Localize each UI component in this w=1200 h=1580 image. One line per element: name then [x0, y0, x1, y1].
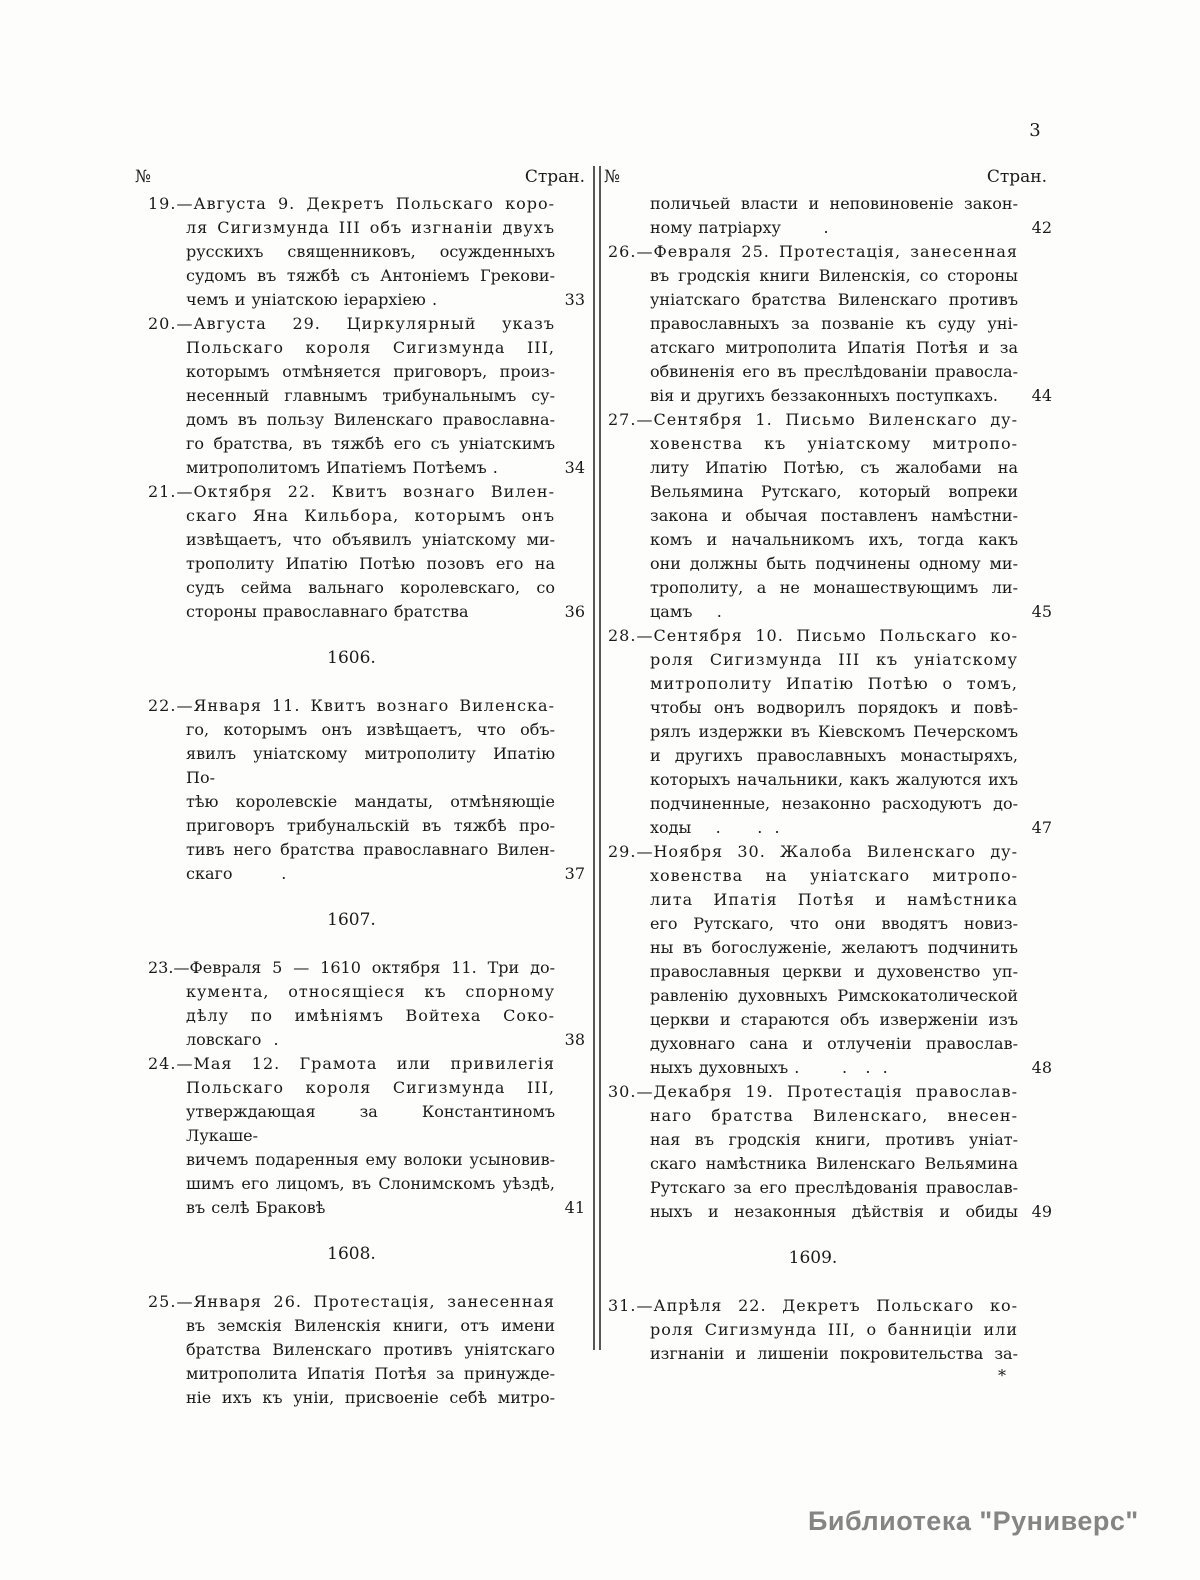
entry-line: трополиту, а не монашествующимъ ли-	[650, 578, 1018, 597]
toc-entry	[148, 694, 585, 886]
entry-line: роля Сигизмунда III къ уніатскому	[650, 650, 1018, 669]
entry-line: приговоръ трибунальскій въ тяжбѣ про-	[186, 816, 555, 835]
entry-line: ховенства на уніатскаго митропо-	[650, 866, 1018, 885]
entry-number: 29.—	[608, 842, 654, 861]
page-number: 3	[1029, 120, 1041, 141]
entry-line: го, которымъ онъ извѣщаетъ, что объ-	[186, 720, 555, 739]
entry-line: тѣю королевскіе мандаты, отмѣняющіе	[186, 792, 555, 811]
entry-line: подчиненные, незаконно расходуютъ до-	[650, 794, 1018, 813]
left-column-header-no: №	[135, 167, 152, 187]
entry-page-number: 34	[564, 458, 585, 477]
entry-line: братства Виленскаго противъ уніятскаго	[186, 1340, 555, 1359]
entry-line: 28.—Сентября 10. Письмо Польскаго ко-	[608, 626, 1018, 645]
entry-line: русскихъ священниковъ, осужденныхъ	[186, 242, 555, 261]
entry-line: обвиненія его въ преслѣдованіи правосла-	[650, 362, 1018, 381]
entry-line: православныхъ за позваніе къ суду уні-	[650, 314, 1018, 333]
entry-line: скаго .	[186, 864, 287, 883]
entry-line: цамъ .	[650, 602, 722, 621]
entry-line: митрополитомъ Ипатіемъ Потѣемъ .	[186, 458, 498, 477]
entry-line: 26.—Февраля 25. Протестація, занесенная	[608, 242, 1018, 261]
entry-line: 23.—Февраля 5 — 1610 октября 11. Три до-	[148, 958, 555, 977]
entry-page-number: 42	[1031, 218, 1052, 237]
entry-line: кумента, относящіеся къ спорному	[186, 982, 555, 1001]
entry-line: скаго Яна Кильбора, которымъ онъ	[186, 506, 555, 525]
entry-line: изгнаніи и лишеніи покровительства за-	[650, 1344, 1018, 1363]
entry-line: лита Ипатія Потѣя и намѣстника	[650, 890, 1018, 909]
entry-line: ховенства къ уніатскому митропо-	[650, 434, 1018, 453]
entry-line: чемъ и уніатскою іерархіею .	[186, 290, 438, 309]
entry-number: 26.—	[608, 242, 654, 261]
toc-entry-continuation	[608, 192, 1052, 240]
entry-page-number: 33	[564, 290, 585, 309]
footnote-asterisk: *	[998, 1366, 1006, 1385]
entry-line: 20.—Августа 29. Циркулярный указъ	[148, 314, 555, 333]
entry-line: митрополита Ипатія Потѣя за принужде-	[186, 1364, 555, 1383]
entry-number: 24.—	[148, 1054, 194, 1073]
entry-line: они должны быть подчинены одному ми-	[650, 554, 1018, 573]
entry-line: атскаго митрополита Ипатія Потѣя и за	[650, 338, 1018, 357]
entry-page-number: 37	[564, 864, 585, 883]
entry-number: 28.—	[608, 626, 654, 645]
entry-line: церкви и стараются объ изверженіи изъ	[650, 1010, 1018, 1029]
toc-entry	[148, 312, 585, 480]
entry-line: 21.—Октября 22. Квитъ вознаго Вилен-	[148, 482, 555, 501]
entry-line: ля Сигизмунда III объ изгнаніи двухъ	[186, 218, 555, 237]
left-column-header-stran: Стран.	[524, 167, 585, 187]
toc-entry	[608, 1294, 1052, 1366]
toc-entry	[148, 480, 585, 624]
entry-line: 22.—Января 11. Квитъ вознаго Виленска-	[148, 696, 555, 715]
entry-line: вичемъ подаренныя ему волоки усыновив-	[186, 1150, 555, 1169]
entry-line: трополиту Ипатію Потѣю позовъ его на	[186, 554, 555, 573]
entry-line: литу Ипатію Потѣю, съ жалобами на	[650, 458, 1018, 477]
entry-page-number: 44	[1031, 386, 1052, 405]
toc-entry	[608, 408, 1052, 624]
entry-number: 25.—	[148, 1292, 194, 1311]
toc-right-column	[608, 192, 1052, 1386]
entry-line: рялъ издержки въ Кіевскомъ Печерскомъ	[650, 722, 1018, 741]
toc-entry	[148, 1290, 585, 1410]
entry-line: равленію духовныхъ Римскокатолической	[650, 986, 1018, 1005]
entry-line: ходы . . .	[650, 818, 780, 837]
entry-line: 19.—Августа 9. Декретъ Польскаго коро-	[148, 194, 555, 213]
entry-number: 19.—	[148, 194, 194, 213]
entry-line: 29.—Ноября 30. Жалоба Виленскаго ду-	[608, 842, 1018, 861]
column-divider-rule	[593, 166, 601, 1350]
entry-line: 24.—Мая 12. Грамота или привилегія	[148, 1054, 555, 1073]
year-section-header: 1607.	[327, 910, 376, 930]
entry-page-number: 41	[564, 1198, 585, 1217]
entry-line: митрополиту Ипатію Потѣю о томъ,	[650, 674, 1018, 693]
entry-line: духовнаго сана и отлученіи православ-	[650, 1034, 1018, 1053]
entry-line: 25.—Января 26. Протестація, занесенная	[148, 1292, 555, 1311]
entry-number: 20.—	[148, 314, 194, 333]
entry-line: вія и другихъ беззаконныхъ поступкахъ.	[650, 386, 998, 405]
toc-entry	[608, 1080, 1052, 1224]
entry-line: комъ и начальникомъ ихъ, тогда какъ	[650, 530, 1018, 549]
entry-number: 21.—	[148, 482, 194, 501]
entry-page-number: 49	[1031, 1202, 1052, 1221]
toc-entry	[148, 1052, 585, 1220]
entry-line: ная въ гродскія книги, противъ уніат-	[650, 1130, 1018, 1149]
entry-line: извѣщаетъ, что объявилъ уніатскому ми-	[186, 530, 555, 549]
toc-entry	[148, 956, 585, 1052]
entry-line: уніатскаго братства Виленскаго противъ	[650, 290, 1018, 309]
entry-line: ныхъ и незаконныя дѣйствія и обиды	[650, 1202, 1018, 1221]
entry-line: ному патріарху .	[650, 218, 829, 237]
entry-page-number: 47	[1031, 818, 1052, 837]
entry-line: которымъ отмѣняется приговоръ, произ-	[186, 362, 555, 381]
entry-line: закона и обычая поставленъ намѣстни-	[650, 506, 1018, 525]
entry-page-number: 36	[564, 602, 585, 621]
entry-line: Вельямина Рутскаго, который вопреки	[650, 482, 1018, 501]
right-column-header-no: №	[604, 167, 621, 187]
entry-line: наго братства Виленскаго, внесен-	[650, 1106, 1018, 1125]
entry-number: 27.—	[608, 410, 654, 429]
entry-page-number: 38	[564, 1030, 585, 1049]
toc-left-column	[148, 192, 585, 1410]
entry-line: и другихъ православныхъ монастыряхъ,	[650, 746, 1018, 765]
entry-line: поличьей власти и неповиновеніе закон-	[650, 194, 1018, 213]
entry-number: 30.—	[608, 1082, 654, 1101]
entry-line: стороны православнаго братства	[186, 602, 469, 621]
entry-line: его Рутскаго, что они вводятъ новиз-	[650, 914, 1018, 933]
entry-line: несенный главнымъ трибунальнымъ су-	[186, 386, 555, 405]
entry-line: шимъ его лицомъ, въ Слонимскомъ уѣздѣ,	[186, 1174, 555, 1193]
entry-line: ныхъ духовныхъ . . . .	[650, 1058, 888, 1077]
year-section-header: 1608.	[327, 1244, 376, 1264]
entry-line: православныя церкви и духовенство уп-	[650, 962, 1018, 981]
entry-line: чтобы онъ водворилъ порядокъ и повѣ-	[650, 698, 1018, 717]
entry-number: 23.—	[148, 958, 190, 977]
entry-line: роля Сигизмунда III, о банниціи или	[650, 1320, 1018, 1339]
right-column-header-stran: Стран.	[986, 167, 1047, 187]
entry-line: которыхъ начальники, какъ жалуются ихъ	[650, 770, 1018, 789]
entry-line: въ гродскія книги Виленскія, со стороны	[650, 266, 1018, 285]
entry-line: тивъ него братства православнаго Вилен-	[186, 840, 555, 859]
entry-line: Польскаго короля Сигизмунда III,	[186, 1078, 555, 1097]
entry-line: го братства, въ тяжбѣ его съ уніатскимъ	[186, 434, 555, 453]
entry-number: 31.—	[608, 1296, 654, 1315]
library-watermark: Библиотека "Руниверс"	[808, 1506, 1139, 1536]
toc-entry	[608, 840, 1052, 1080]
entry-page-number: 48	[1031, 1058, 1052, 1077]
entry-line: 27.—Сентября 1. Письмо Виленскаго ду-	[608, 410, 1018, 429]
toc-entry	[608, 240, 1052, 408]
entry-line: дѣлу по имѣніямъ Войтеха Соко-	[186, 1006, 555, 1025]
entry-line: судъ сейма вальнаго королевскаго, со	[186, 578, 555, 597]
year-section-header: 1606.	[327, 648, 376, 668]
entry-line: ніе ихъ къ уніи, присвоеніе себѣ митро-	[186, 1388, 555, 1407]
entry-line: ловскаго .	[186, 1030, 279, 1049]
entry-line: Польскаго короля Сигизмунда III,	[186, 338, 555, 357]
entry-line: ны въ богослуженіе, желаютъ подчинить	[650, 938, 1018, 957]
entry-line: утверждающая за Константиномъ Лукаше-	[186, 1102, 555, 1145]
entry-line: судомъ въ тяжбѣ съ Антоніемъ Грекови-	[186, 266, 555, 285]
entry-line: Рутскаго за его преслѣдованія православ-	[650, 1178, 1018, 1197]
entry-line: 31.—Апрѣля 22. Декретъ Польскаго ко-	[608, 1296, 1018, 1315]
entry-number: 22.—	[148, 696, 194, 715]
toc-entry	[608, 624, 1052, 840]
entry-line: явилъ уніатскому митрополиту Ипатію По-	[186, 744, 555, 787]
entry-line: 30.—Декабря 19. Протестація православ-	[608, 1082, 1018, 1101]
toc-entry	[148, 192, 585, 312]
entry-line: домъ въ пользу Виленскаго православна-	[186, 410, 555, 429]
entry-page-number: 45	[1031, 602, 1052, 621]
year-section-header: 1609.	[788, 1248, 838, 1268]
entry-line: въ земскія Виленскія книги, отъ имени	[186, 1316, 555, 1335]
entry-line: скаго намѣстника Виленскаго Вельямина	[650, 1154, 1018, 1173]
entry-line: въ селѣ Браковѣ	[186, 1198, 326, 1217]
